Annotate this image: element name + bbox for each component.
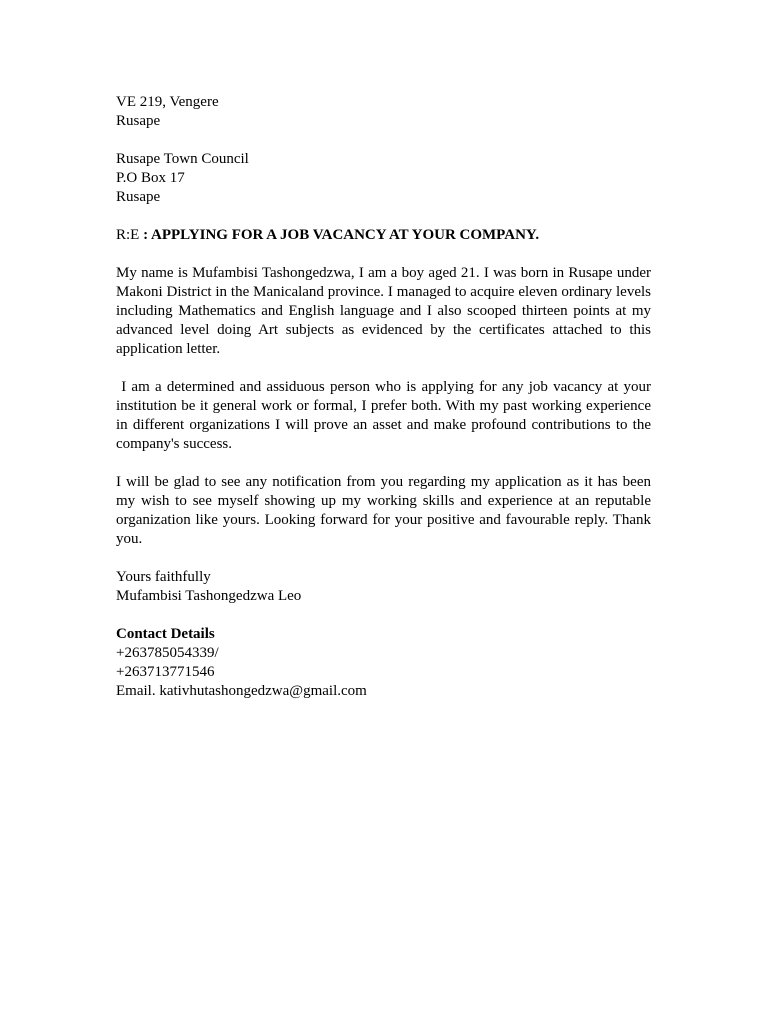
subject-text: : APPLYING FOR A JOB VACANCY AT YOUR COMPANY. (139, 227, 540, 243)
subject-prefix: R:E (116, 227, 140, 243)
letter-page (116, 93, 655, 701)
closing (116, 568, 651, 606)
body-paragraph-1: My name is Mufambisi Tashongedzwa, I am a boy aged 21. I was born in Rusape under Makoni District in the Manicaland province. I managed to acquire eleven ordinary levels including Mathematics and English language and I also scooped thirteen points at my advanced level doing Art subjects as evidenced by the certificates attached to this application letter. (116, 265, 651, 357)
sender-address-line-2: Rusape (116, 113, 161, 129)
contact-phone-1: +263785054339/ (116, 645, 219, 661)
recipient-address-line-3: Rusape (116, 189, 161, 205)
contact-phone-2: +263713771546 (116, 664, 215, 680)
spacer (116, 549, 651, 568)
subject-line (116, 226, 651, 245)
sender-address-line-1: VE 219, Vengere (116, 94, 219, 110)
body-paragraph-2: I am a determined and assiduous person who is applying for any job vacancy at your institution be it general work or formal, I prefer both. With my past working experience in different organizations I will prove an asset and make profound contributions to the company's success. (116, 379, 655, 452)
sender-address (116, 93, 651, 131)
contact-details (116, 625, 651, 701)
spacer (116, 131, 651, 150)
spacer (116, 245, 651, 264)
spacer (116, 606, 651, 625)
body-paragraph-3: I will be glad to see any notification from you regarding my application as it has been my wish to see myself showing up my working skills and experience at an reputable organization like yours. Looking forward for your positive and favourable reply. Thank you. (116, 474, 651, 547)
spacer (116, 207, 651, 226)
recipient-address-line-1: Rusape Town Council (116, 151, 249, 167)
closing-salutation: Yours faithfully (116, 569, 211, 585)
contact-email: Email. kativhutashongedzwa@gmail.com (116, 683, 367, 699)
recipient-address (116, 150, 651, 207)
recipient-address-line-2: P.O Box 17 (116, 170, 185, 186)
spacer (116, 359, 651, 378)
closing-name: Mufambisi Tashongedzwa Leo (116, 588, 302, 604)
contact-heading: Contact Details (116, 626, 215, 642)
spacer (116, 454, 651, 473)
